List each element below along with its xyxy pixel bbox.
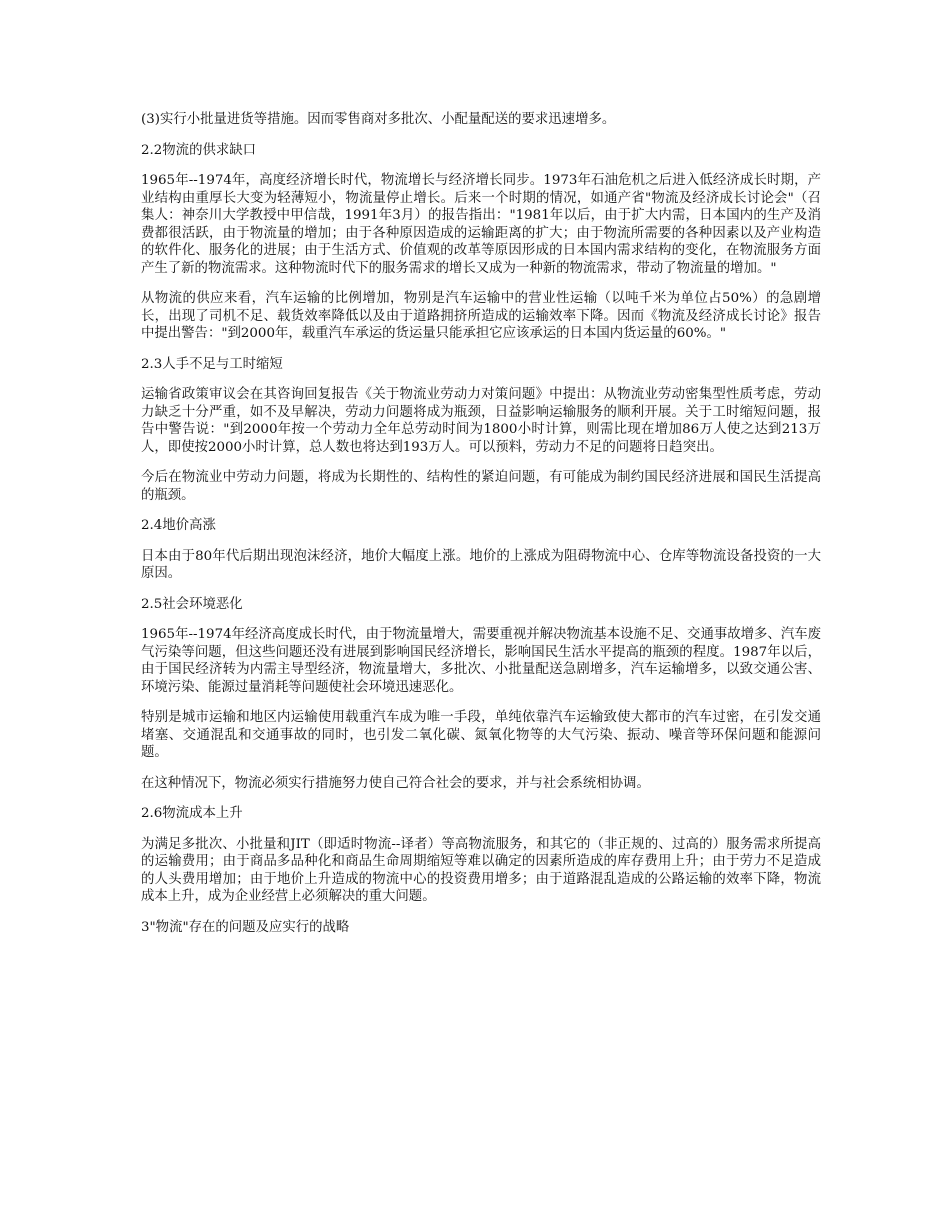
paragraph-land-price: 日本由于80年代后期出现泡沫经济，地价大幅度上涨。地价的上涨成为阻碍物流中心、仓库等物流设备投资的一大原因。: [141, 548, 821, 581]
section-heading-2-3: 2.3人手不足与工时缩短: [141, 356, 283, 372]
paragraph-supply-side: 从物流的供应来看，汽车运输的比例增加，物别是汽车运输中的营业性运输（以吨千米为单位占50%）的急剧增长，出现了司机不足、载货效率降低以及由于道路拥挤所造成的运输效率下降。因而《物流及经济成长讨论》报告中提出警告："到2000年，载重汽车承运的货运量只能承担它应该承运的日本国内货运量的60%。": [141, 291, 821, 341]
paragraph-logistics-cost: 为满足多批次、小批量和JIT（即适时物流--译者）等高物流服务，和其它的（非正规的、过高的）服务需求所提高的运输费用；由于商品多品种化和商品生命周期缩短等难以确定的因素所造成的库存费用上升；由于劳力不足造成的人头费用增加；由于地价上升造成的物流中心的投资费用增多；由于道路混乱造成的公路运输的效率下降，物流成本上升，成为企业经营上必须解决的重大问题。: [141, 836, 821, 904]
section-heading-2-5: 2.5社会环境恶化: [141, 596, 243, 612]
section-heading-2-2: 2.2物流的供求缺口: [141, 142, 257, 158]
section-heading-3: 3"物流"存在的问题及应实行的战略: [141, 919, 350, 935]
paragraph-supply-demand-gap: 1965年--1974年，高度经济增长时代，物流增长与经济增长同步。1973年石油危机之后进入低经济成长时期，产业结构由重厚长大变为轻薄短小，物流量停止增长。后来一个时期的情况，如通产省"物流及经济成长讨论会"（召集人：神奈川大学教授中甲信哉，1991年3月）的报告指出："1981年以后，由于扩大内需，日本国内的生产及消费都很活跃，由于物流量的增加；由于各种原因造成的运输距离的扩大；由于物流所需要的各种因素以及产业构造的软件化、服务化的进展；由于生活方式、价值观的改革等原因形成的日本国内需求结构的变化，在物流服务方面产生了新的物流需求。这种物流时代下的服务需求的增长又成为一种新的物流需求，带动了物流量的增加。": [141, 173, 821, 276]
paragraph-social-harmony: 在这种情况下，物流必须实行措施努力使自己符合社会的要求，并与社会系统相协调。: [141, 775, 650, 791]
section-heading-2-6: 2.6物流成本上升: [141, 806, 243, 821]
paragraph-small-batch: (3)实行小批量进货等措施。因而零售商对多批次、小配量配送的要求迅速增多。: [141, 112, 616, 127]
paragraph-environment: 1965年--1974年经济高度成长时代，由于物流量增大，需要重视并解决物流基本设施不足、交通事故增多、汽车废气污染等问题，但这些问题还没有进展到影响国民经济增长，影响国民生活水平提高的瓶颈的程度。1987年以后，由于国民经济转为内需主导型经济，物流量增大，多批次、小批量配送急剧增多，汽车运输增多，以致交通公害、环境污染、能源过量消耗等问题使社会环境迅速恶化。: [141, 627, 821, 695]
paragraph-labor-future: 今后在物流业中劳动力问题，将成为长期性的、结构性的紧迫问题，有可能成为制约国民经济进展和国民生活提高的瓶颈。: [141, 470, 821, 503]
paragraph-labor-report: 运输省政策审议会在其咨询回复报告《关于物流业劳动力对策问题》中提出：从物流业劳动密集型性质考虑，劳动力缺乏十分严重，如不及早解决，劳动力问题将成为瓶颈，日益影响运输服务的顺利开展。关于工时缩短问题，报告中警告说："到2000年按一个劳动力全年总劳动时间为1800小时计算，则需比现在增加86万人使之达到213万人，即使按2000小时计算，总人数也将达到193万人。可以预料，劳动力不足的问题将日趋突出。: [141, 387, 821, 455]
section-heading-2-4: 2.4地价高涨: [141, 518, 216, 533]
paragraph-urban-transport: 特别是城市运输和地区内运输使用载重汽车成为唯一手段，单纯依靠汽车运输致使大都市的汽车过密，在引发交通堵塞、交通混乱和交通事故的同时，也引发二氧化碳、氮氧化物等的大气污染、振动、噪音等环保问题和能源问题。: [141, 710, 821, 760]
document-body: [141, 111, 821, 949]
